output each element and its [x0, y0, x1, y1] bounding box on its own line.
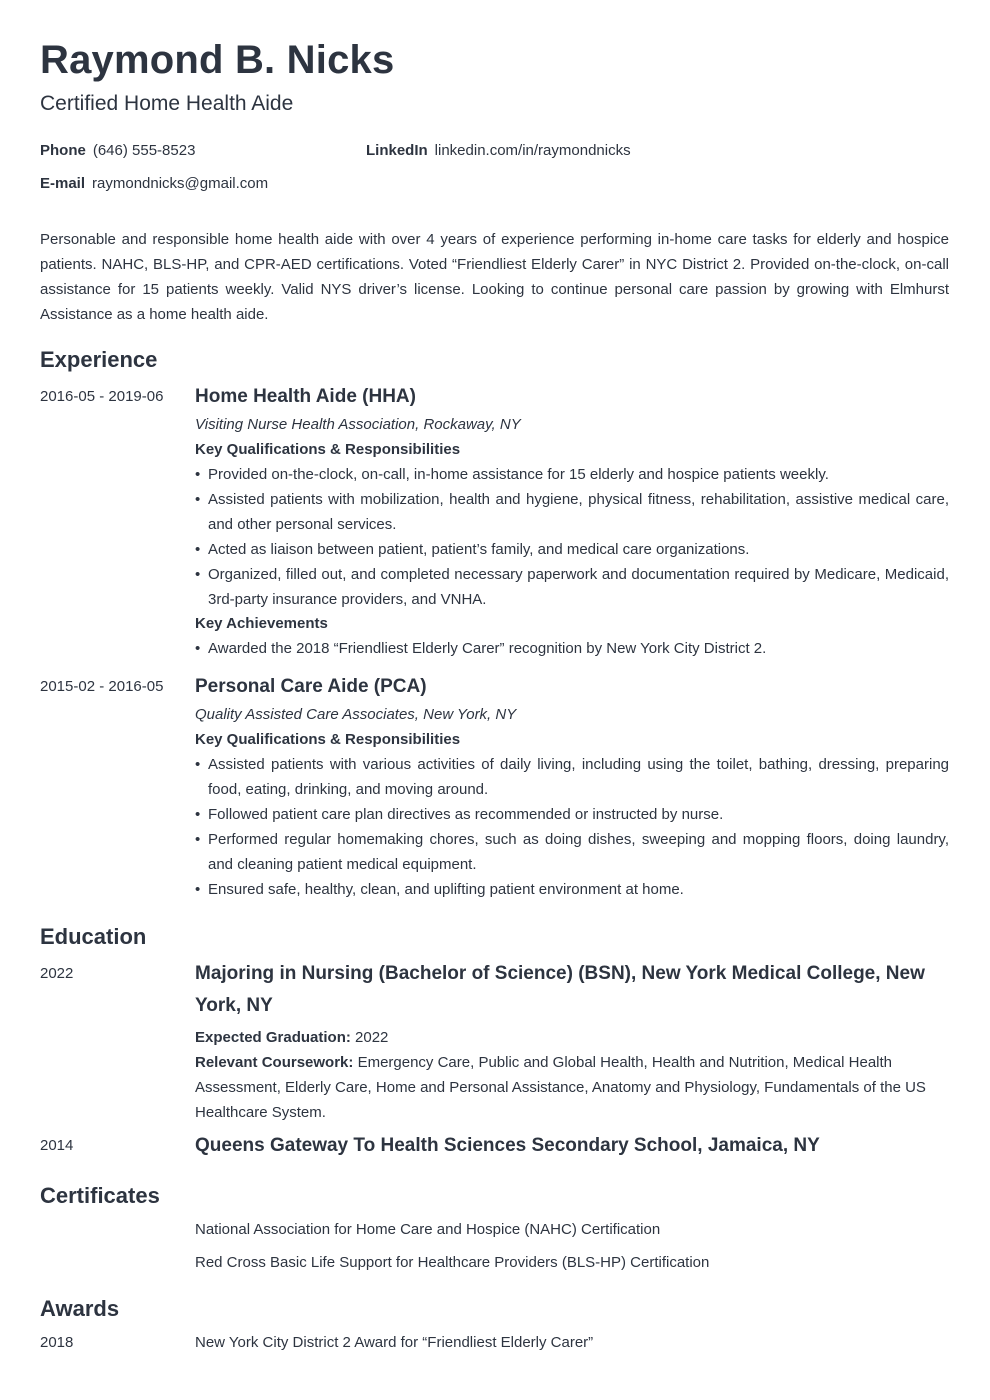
education-body: [195, 958, 949, 1125]
education-year: 2014: [40, 1137, 74, 1154]
experience-dates: 2015-02 - 2016-05: [40, 678, 164, 695]
relevant-coursework-label: Relevant Coursework:: [195, 1054, 354, 1071]
experience-dates: 2016-05 - 2019-06: [40, 388, 164, 405]
expected-graduation-value: 2022: [355, 1029, 389, 1046]
list-item: • Assisted patients with mobilization, health and hygiene, physical fitness, rehabilitation, assistive medical care, and other personal services.: [195, 487, 949, 537]
linkedin-label: LinkedIn: [366, 142, 428, 159]
list-item: • Organized, filled out, and completed necessary paperwork and documentation required by Medicare, Medicaid, 3rd-party insurance providers, and VNHA.: [195, 562, 949, 612]
phone-value: (646) 555-8523: [92, 142, 196, 159]
list-item: • Provided on-the-clock, on-call, in-home assistance for 15 elderly and hospice patients weekly.: [195, 462, 949, 487]
list-item: • Awarded the 2018 “Friendliest Elderly Carer” recognition by New York City District 2.: [195, 636, 949, 661]
section-title-education: Education: [40, 924, 147, 949]
education-body: [195, 1130, 949, 1162]
relevant-coursework-value: Emergency Care, Public and Global Health, Health and Nutrition, Medical Health Assessment, Elderly Care, Home and Personal Assistance, Anatomy and Physiology, Fundamentals of the US Healthcare System.: [195, 1054, 926, 1121]
contact-email: [40, 174, 268, 194]
list-item: • Followed patient care plan directives as recommended or instructed by nurse.: [195, 802, 949, 827]
candidate-title: Certified Home Health Aide: [40, 92, 294, 115]
list-item: • Performed regular homemaking chores, such as doing dishes, sweeping and mopping floors, doing laundry, and cleaning patient medical equipment.: [195, 827, 949, 877]
qualifications-heading: Key Qualifications & Responsibilities: [195, 441, 461, 458]
list-item: • Assisted patients with various activities of daily living, including using the toilet, bathing, dressing, preparing food, eating, drinking, and moving around.: [195, 752, 949, 802]
expected-graduation: [195, 1025, 949, 1050]
certificate-item: Red Cross Basic Life Support for Healthcare Providers (BLS-HP) Certification: [195, 1254, 710, 1271]
experience-body: [195, 676, 949, 902]
company-name: Quality Assisted Care Associates, New York, NY: [195, 706, 517, 723]
linkedin-link[interactable]: linkedin.com/in/raymondnicks: [434, 142, 631, 159]
section-title-certificates: Certificates: [40, 1183, 160, 1208]
relevant-coursework: [195, 1050, 949, 1125]
responsibilities-list: [195, 462, 949, 612]
responsibilities-list: [195, 752, 949, 902]
expected-graduation-label: Expected Graduation:: [195, 1029, 351, 1046]
list-item: • Acted as liaison between patient, patient’s family, and medical care organizations.: [195, 537, 949, 562]
email-link[interactable]: raymondnicks@gmail.com: [92, 175, 269, 192]
job-title: Personal Care Aide (PCA): [195, 676, 427, 697]
achievements-list: [195, 636, 949, 661]
qualifications-heading: Key Qualifications & Responsibilities: [195, 731, 461, 748]
list-item: • Ensured safe, healthy, clean, and uplifting patient environment at home.: [195, 877, 949, 902]
section-title-awards: Awards: [40, 1296, 120, 1321]
achievements-heading: Key Achievements: [195, 615, 328, 632]
certificate-item: National Association for Home Care and Hospice (NAHC) Certification: [195, 1221, 661, 1238]
contact-linkedin: [366, 141, 631, 161]
email-label: E-mail: [40, 175, 86, 192]
profile-summary: Personable and responsible home health aide with over 4 years of experience performing in-home care tasks for elderly and hospice patients. NAHC, BLS-HP, and CPR-AED certifications. Voted “Friendliest Elderly Carer” in NYC District 2. Provided on-the-clock, on-call assistance for 15 patients weekly. Valid NYS driver’s license. Looking to continue personal care passion by growing with Elmhurst Assistance as a home health aide.: [40, 231, 949, 323]
phone-label: Phone: [40, 142, 86, 159]
award-year: 2018: [40, 1334, 74, 1351]
job-title: Home Health Aide (HHA): [195, 386, 416, 407]
award-text: New York City District 2 Award for “Friendliest Elderly Carer”: [195, 1334, 594, 1351]
experience-body: [195, 386, 949, 661]
candidate-name: Raymond B. Nicks: [40, 38, 395, 82]
degree-title: Majoring in Nursing (Bachelor of Science) (BSN), New York Medical College, New York, NY: [195, 963, 925, 1016]
company-name: Visiting Nurse Health Association, Rockaway, NY: [195, 416, 521, 433]
section-title-experience: Experience: [40, 347, 158, 372]
degree-title: Queens Gateway To Health Sciences Secondary School, Jamaica, NY: [195, 1135, 820, 1156]
education-year: 2022: [40, 965, 74, 982]
contact-phone: [40, 141, 195, 161]
